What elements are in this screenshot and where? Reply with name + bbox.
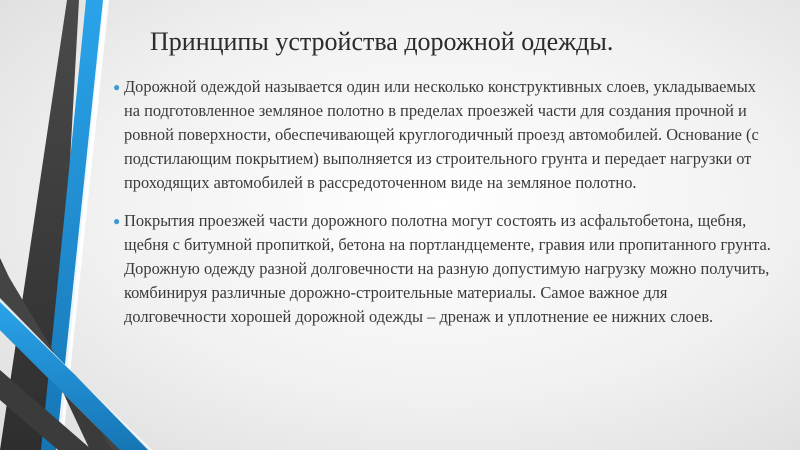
bullet-text: Покрытия проезжей части дорожного полотна могут состоять из асфальтобетона, щебня, щебня с битумной пропиткой, бетона на портландцементе, гравия или пропитанного грунта. Дорожную одежду разной долговечности на разную допустимую нагрузку можно получить, комбинируя различные дорожно-строительные материалы. Самое важное для долговечности хорошей дорожной одежды – дренаж и уплотнение ее нижних слоев.: [124, 211, 771, 326]
bullet-dot-icon: ●: [113, 214, 121, 228]
bullet-item: [113, 209, 773, 329]
slide-title: Принципы устройства дорожной одежды.: [150, 27, 614, 56]
bullet-dot-icon: ●: [113, 80, 121, 94]
bullet-list: [113, 75, 773, 329]
bullet-text: Дорожной одеждой называется один или несколько конструктивных слоев, укладываемых на подготовленное земляное полотно в пределах проезжей части для создания прочной и ровной поверхности, обеспечивающей круглогодичный проезд автомобилей. Основание (с подстилающим покрытием) выполняется из строительного грунта и передает нагрузки от проходящих автомобилей в рассредоточенном виде на земляное полотно.: [124, 77, 759, 192]
bullet-item: [113, 75, 773, 195]
